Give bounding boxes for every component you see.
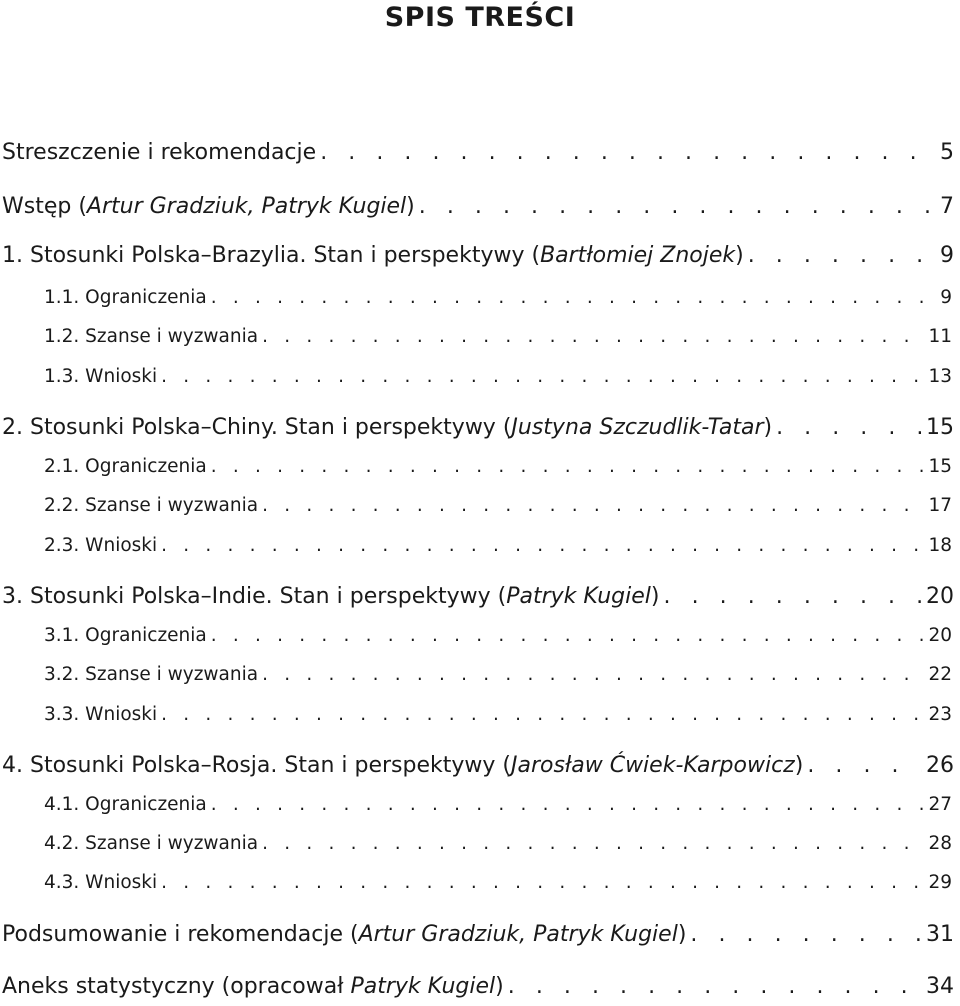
toc-entry-label: Streszczenie i rekomendacje [2, 140, 317, 165]
toc-entry-label: 2.3. Wnioski [44, 535, 158, 556]
toc-entry-page: 9 [940, 287, 952, 308]
toc-entry-page: 22 [928, 664, 952, 685]
dot-leader [807, 753, 922, 779]
dot-leader [211, 287, 936, 309]
toc-entry-page: 15 [926, 415, 954, 440]
dot-leader [776, 415, 922, 441]
toc-subentry[interactable] [44, 495, 952, 517]
dot-leader [211, 456, 925, 478]
toc-entry-label: 4. Stosunki Polska–Rosja. Stan i perspektywy (Jarosław Ćwiek-Karpowicz) [2, 753, 804, 778]
dot-leader [262, 326, 924, 348]
dot-leader [161, 704, 924, 726]
toc-entry-label: 4.3. Wnioski [44, 872, 158, 893]
toc-entry-author: Justyna Szczudlik-Tatar [511, 415, 764, 440]
toc-entry-author: Bartłomiej Znojek [540, 243, 736, 268]
toc-entry[interactable] [2, 584, 954, 610]
toc-entry-author: Jarosław Ćwiek-Karpowicz [510, 753, 795, 778]
toc-entry[interactable] [2, 243, 954, 269]
toc-subentry[interactable] [44, 794, 952, 816]
toc-entry-page: 23 [928, 704, 952, 725]
toc-entry[interactable] [2, 140, 954, 166]
dot-leader [211, 794, 925, 816]
toc-entry-author: Patryk Kugiel [506, 584, 651, 609]
toc-entry-label: Aneks statystyczny (opracował Patryk Kugiel) [2, 974, 504, 999]
toc-entry-page: 26 [926, 753, 954, 778]
toc-entry-label: 1.1. Ograniczenia [44, 287, 207, 308]
toc-entry-label: 3.2. Szanse i wyzwania [44, 664, 259, 685]
page-title: SPIS TREŚCI [384, 2, 576, 33]
toc-entry-label: 3.1. Ograniczenia [44, 625, 207, 646]
dot-leader [419, 194, 936, 220]
toc-subentry[interactable] [44, 456, 952, 478]
toc-entry-label: 4.2. Szanse i wyzwania [44, 833, 259, 854]
toc-entry-author: Artur Gradziuk, Patryk Kugiel [358, 922, 678, 947]
toc-entry-page: 7 [940, 194, 954, 219]
dot-leader [320, 140, 936, 166]
toc-entry-author: Patryk Kugiel [350, 974, 496, 999]
toc-entry-label: 4.1. Ograniczenia [44, 794, 207, 815]
toc-entry[interactable] [2, 194, 954, 220]
toc-subentry[interactable] [44, 833, 952, 855]
toc-entry[interactable] [2, 974, 954, 1000]
toc-entry-page: 31 [926, 922, 954, 947]
dot-leader [161, 535, 924, 557]
toc-subentry[interactable] [44, 366, 952, 388]
toc-entry-label: 2.2. Szanse i wyzwania [44, 495, 259, 516]
toc-entry-label: Wstęp (Artur Gradziuk, Patryk Kugiel) [2, 194, 415, 219]
toc-entry-label: 2. Stosunki Polska–Chiny. Stan i perspektywy (Justyna Szczudlik-Tatar) [2, 415, 773, 440]
dot-leader [262, 664, 924, 686]
dot-leader [262, 833, 924, 855]
dot-leader [161, 872, 924, 894]
toc-entry-page: 17 [928, 495, 952, 516]
toc-entry-page: 13 [928, 366, 952, 387]
toc-entry-author: Artur Gradziuk, Patryk Kugiel [86, 194, 407, 219]
toc-entry-page: 29 [928, 872, 952, 893]
toc-entry-label: Podsumowanie i rekomendacje (Artur Gradziuk, Patryk Kugiel) [2, 922, 687, 947]
toc-subentry[interactable] [44, 287, 952, 309]
toc-entry-page: 11 [928, 326, 952, 347]
dot-leader [748, 243, 936, 269]
toc-subentry[interactable] [44, 326, 952, 348]
toc-entry-label: 1.2. Szanse i wyzwania [44, 326, 259, 347]
toc-entry-page: 20 [928, 625, 952, 646]
toc-entry-page: 34 [926, 974, 954, 999]
toc-subentry[interactable] [44, 664, 952, 686]
dot-leader [508, 974, 922, 1000]
dot-leader [211, 625, 925, 647]
toc-entry-page: 18 [928, 535, 952, 556]
toc-entry-page: 15 [928, 456, 952, 477]
toc-subentry[interactable] [44, 704, 952, 726]
dot-leader [664, 584, 923, 610]
dot-leader [690, 922, 922, 948]
toc-entry-page: 27 [928, 794, 952, 815]
toc-entry[interactable] [2, 922, 954, 948]
toc-entry[interactable] [2, 753, 954, 779]
toc-entry[interactable] [2, 415, 954, 441]
dot-leader [262, 495, 924, 517]
toc-entry-page: 9 [940, 243, 954, 268]
toc-subentry[interactable] [44, 872, 952, 894]
toc-entry-label: 3. Stosunki Polska–Indie. Stan i perspektywy (Patryk Kugiel) [2, 584, 660, 609]
toc-entry-label: 1.3. Wnioski [44, 366, 158, 387]
toc-entry-label: 3.3. Wnioski [44, 704, 158, 725]
toc-subentry[interactable] [44, 535, 952, 557]
toc-entry-page: 28 [928, 833, 952, 854]
toc-entry-page: 20 [926, 584, 954, 609]
toc-entry-label: 2.1. Ograniczenia [44, 456, 207, 477]
dot-leader [161, 366, 924, 388]
toc-subentry[interactable] [44, 625, 952, 647]
toc-entry-label: 1. Stosunki Polska–Brazylia. Stan i perspektywy (Bartłomiej Znojek) [2, 243, 744, 268]
toc-entry-page: 5 [940, 140, 954, 165]
